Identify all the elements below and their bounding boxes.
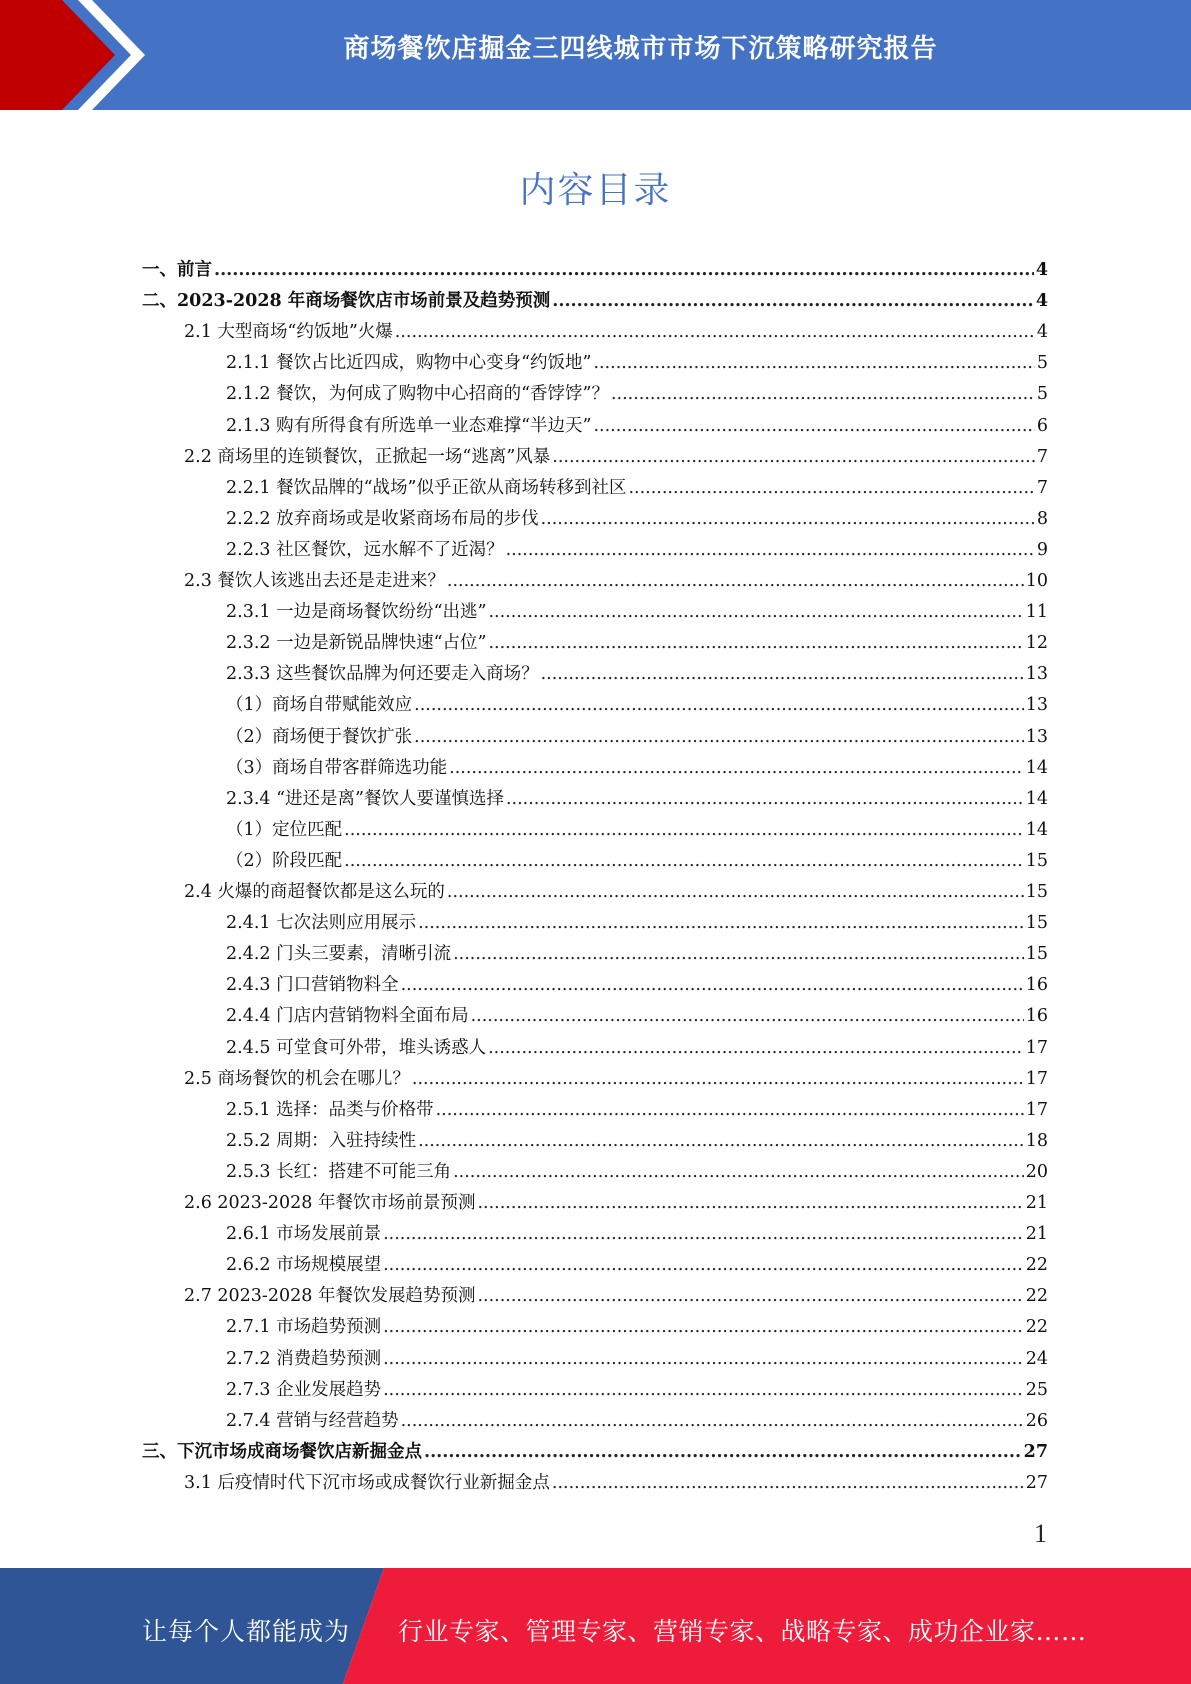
toc-leader-dots [541,504,1035,535]
toc-leader-dots [593,411,1034,442]
toc-leader-dots [383,1312,1024,1343]
toc-entry-label: 一、前言 [142,260,212,280]
toc-entry-page: 13 [1025,726,1048,747]
toc-leader-dots [344,815,1024,846]
toc-entry-page: 10 [1025,571,1048,591]
toc-leader-dots [471,1001,1024,1032]
toc-entry-page: 22 [1025,1286,1048,1307]
toc-entry[interactable] [184,877,1048,908]
toc-entry-label: 2.4.4 门店内营销物料全面布局 [226,1006,469,1027]
toc-entry-label: 2.6.2 市场规模展望 [226,1255,382,1276]
toc-entry-page: 27 [1023,1441,1048,1462]
toc-entry[interactable] [226,1375,1048,1406]
toc-leader-dots [383,1375,1024,1406]
toc-entry-label: 2.5.3 长红：搭建不可能三角 [226,1161,452,1182]
toc-leader-dots [552,1468,1024,1499]
toc-leader-dots [383,1344,1024,1375]
toc-entry-page: 16 [1025,1006,1048,1027]
toc-leader-dots [611,379,1035,410]
toc-entry-label: 2.4.3 门口营销物料全 [226,975,399,996]
toc-entry[interactable] [184,1064,1048,1095]
toc-entry[interactable] [226,535,1048,566]
toc-leader-dots [401,1406,1024,1437]
toc-entry-page: 21 [1025,1224,1048,1245]
toc-leader-dots [383,1219,1024,1250]
toc-entry[interactable] [142,255,1048,286]
toc-entry-label: 2.1 大型商场“约饭地”火爆 [184,322,393,343]
toc-leader-dots [593,348,1034,379]
toc-leader-dots [344,846,1024,877]
toc-entry-label: 2.3 餐饮人该逃出去还是走进来？ [184,571,445,591]
toc-entry-page: 7 [1036,477,1048,498]
toc-entry[interactable] [226,1344,1048,1375]
toc-entry-label: 2.7 2023-2028 年餐饮发展趋势预测 [184,1286,476,1307]
toc-entry[interactable] [226,1406,1048,1437]
report-title: 商场餐饮店掘金三四线城市市场下沉策略研究报告 [343,34,938,64]
toc-leader-dots [488,597,1023,628]
toc-leader-dots [488,1033,1024,1064]
toc-entry-label: 2.7.3 企业发展趋势 [226,1379,382,1400]
toc-entry-page: 5 [1036,353,1048,374]
footer-slogan-left: 让每个人都能成为 [142,1617,351,1646]
toc-entry[interactable] [226,753,1048,784]
toc-entry-label: 2.6 2023-2028 年餐饮市场前景预测 [184,1193,476,1213]
toc-leader-dots [552,442,1035,473]
toc-entry-label: 2.6.1 市场发展前景 [226,1224,382,1245]
toc-entry-page: 16 [1025,975,1048,996]
toc-entry[interactable] [226,504,1048,535]
toc-entry-page: 4 [1035,291,1048,312]
toc-entry-label: 2.2.2 放弃商场或是收紧商场布局的步伐 [226,508,539,529]
toc-entry[interactable] [226,628,1048,659]
toc-entry[interactable] [226,1219,1048,1250]
toc-entry-label: 二、2023-2028 年商场餐饮店市场前景及趋势预测 [142,291,551,312]
toc-leader-dots [214,255,1034,286]
chevron-arrow-icon [0,0,160,110]
toc-entry-page: 21 [1025,1193,1048,1213]
toc-entry-page: 22 [1025,1317,1048,1338]
toc-entry-page: 7 [1036,446,1048,467]
toc-leader-dots [447,566,1024,597]
toc-entry-label: （2）阶段匹配 [226,850,343,871]
toc-leader-dots [395,317,1035,348]
toc-entry[interactable] [184,566,1048,597]
toc-entry-page: 17 [1025,1068,1048,1089]
footer-slogan-right: 行业专家、管理专家、营销专家、战略专家、成功企业家…… [398,1617,1087,1646]
toc-entry[interactable] [226,908,1048,939]
toc-entry-label: 3.1 后疫情时代下沉市场或成餐饮行业新掘金点 [184,1472,550,1493]
toc-entry[interactable] [184,442,1048,473]
toc-entry-page: 26 [1025,1410,1048,1431]
toc-entry-label: 2.7.2 消费趋势预测 [226,1348,382,1369]
toc-leader-dots [383,1250,1024,1281]
toc-entry-page: 25 [1025,1379,1048,1400]
toc-entry-label: 2.1.1 餐饮占比近四成，购物中心变身“约饭地” [226,353,592,374]
toc-entry-label: 2.2.1 餐饮品牌的“战场”似乎正欲从商场转移到社区 [226,477,627,498]
toc-entry[interactable] [226,473,1048,504]
toc-entry-label: （3）商场自带客群筛选功能 [226,757,448,778]
toc-leader-dots [477,1281,1023,1312]
toc-entry[interactable] [226,659,1048,690]
toc-entry[interactable] [184,317,1048,348]
toc-entry-label: 2.4 火爆的商超餐饮都是这么玩的 [184,882,445,902]
footer-band [0,1568,1191,1684]
toc-entry[interactable] [226,1033,1048,1064]
toc-entry-page: 6 [1036,415,1048,436]
toc-entry[interactable] [226,1001,1048,1032]
toc-entry[interactable] [226,846,1048,877]
toc-entry[interactable] [184,1468,1048,1499]
toc-entry-page: 15 [1025,850,1048,871]
toc-entry-page: 14 [1025,819,1048,840]
toc-entry-label: 2.5.1 选择：品类与价格带 [226,1099,434,1120]
toc-entry-label: 2.4.2 门头三要素，清晰引流 [226,944,452,965]
toc-entry[interactable] [184,1188,1048,1219]
toc-entry[interactable] [226,379,1048,410]
toc-entry-page: 15 [1025,944,1048,965]
toc-entry-label: 2.2.3 社区餐饮，远水解不了近渴？ [226,539,504,560]
toc-entry-page: 11 [1025,602,1048,623]
toc-entry[interactable] [142,1437,1048,1468]
toc-leader-dots [449,753,1024,784]
toc-entry-label: 2.7.4 营销与经营趋势 [226,1410,399,1431]
toc-entry[interactable] [226,411,1048,442]
toc-entry[interactable] [184,1281,1048,1312]
toc-leader-dots [414,690,1024,721]
toc-entry-page: 17 [1025,1037,1048,1058]
toc-entry-page: 15 [1025,913,1048,934]
toc-entry-label: （2）商场便于餐饮扩张 [226,726,413,747]
toc-entry-page: 5 [1036,384,1048,405]
toc-leader-dots [414,722,1024,753]
toc-entry-page: 12 [1025,633,1048,654]
toc-entry[interactable] [226,1312,1048,1343]
toc-leader-dots [453,1157,1024,1188]
toc-entry-label: 2.4.1 七次法则应用展示 [226,913,417,934]
toc-leader-dots [506,784,1024,815]
toc-entry-page: 20 [1025,1161,1048,1182]
toc-entry[interactable] [142,286,1048,317]
toc-entry-page: 8 [1036,508,1048,529]
toc-leader-dots [477,1188,1023,1219]
toc-entry-label: （1）定位匹配 [226,819,343,840]
toc-entry-page: 15 [1025,882,1048,902]
toc-entry-page: 24 [1025,1348,1048,1369]
toc-entry-page: 9 [1036,539,1048,560]
toc-entry-label: 2.5 商场餐饮的机会在哪儿？ [184,1068,410,1089]
toc-entry[interactable] [226,939,1048,970]
toc-leader-dots [552,286,1034,317]
toc-entry[interactable] [226,348,1048,379]
toc-entry-page: 14 [1025,788,1048,809]
toc-entry[interactable] [226,597,1048,628]
toc-entry-label: （1）商场自带赋能效应 [226,695,413,716]
toc-entry-page: 13 [1025,664,1048,685]
toc-entry[interactable] [226,722,1048,753]
toc-entry-label: 三、下沉市场成商场餐饮店新掘金点 [142,1441,422,1462]
toc-entry[interactable] [226,1157,1048,1188]
toc-leader-dots [412,1064,1024,1095]
toc-leader-dots [436,1095,1024,1126]
toc-leader-dots [453,939,1024,970]
toc-leader-dots [447,877,1024,908]
toc-entry-page: 13 [1025,695,1048,716]
toc-entry-label: 2.3.2 一边是新锐品牌快速“占位” [226,633,487,654]
toc-entry-page: 4 [1035,260,1048,280]
toc-entry-page: 14 [1025,757,1048,778]
toc-entry-page: 17 [1025,1099,1048,1120]
header-band [0,0,1191,110]
toc-leader-dots [541,659,1024,690]
toc-leader-dots [424,1437,1022,1468]
toc-entry-page: 27 [1025,1472,1048,1493]
toc-entry[interactable] [226,784,1048,815]
toc-entry-page: 18 [1025,1130,1048,1151]
toc-entry[interactable] [226,970,1048,1001]
toc-entry-label: 2.1.2 餐饮，为何成了购物中心招商的“香饽饽”？ [226,384,609,405]
toc-entry-page: 4 [1036,322,1048,343]
toc-entry[interactable] [226,1126,1048,1157]
toc-entry-label: 2.4.5 可堂食可外带，堆头诱惑人 [226,1037,487,1058]
page-number: 1 [1034,1519,1047,1548]
toc-entry-label: 2.1.3 购有所得食有所选单一业态难撑“半边天” [226,415,592,436]
toc-leader-dots [418,908,1024,939]
toc-entry-label: 2.3.1 一边是商场餐饮纷纷“出逃” [226,602,487,623]
toc-leader-dots [488,628,1023,659]
toc-entry-page: 22 [1025,1255,1048,1276]
toc-entry-label: 2.3.4 “进还是离”餐饮人要谨慎选择 [226,788,504,809]
toc-leader-dots [401,970,1024,1001]
toc-leader-dots [418,1126,1024,1157]
toc-entry[interactable] [226,815,1048,846]
toc-entry[interactable] [226,690,1048,721]
toc-entry[interactable] [226,1095,1048,1126]
toc-entry-label: 2.2 商场里的连锁餐饮，正掀起一场“逃离”风暴 [184,446,551,467]
toc-entry-label: 2.3.3 这些餐饮品牌为何还要走入商场？ [226,664,539,685]
toc-leader-dots [628,473,1034,504]
toc-leader-dots [506,535,1035,566]
toc-entry-label: 2.5.2 周期：入驻持续性 [226,1130,417,1151]
toc-heading: 内容目录 [519,170,672,211]
toc-entry-label: 2.7.1 市场趋势预测 [226,1317,382,1338]
toc-entry[interactable] [226,1250,1048,1281]
